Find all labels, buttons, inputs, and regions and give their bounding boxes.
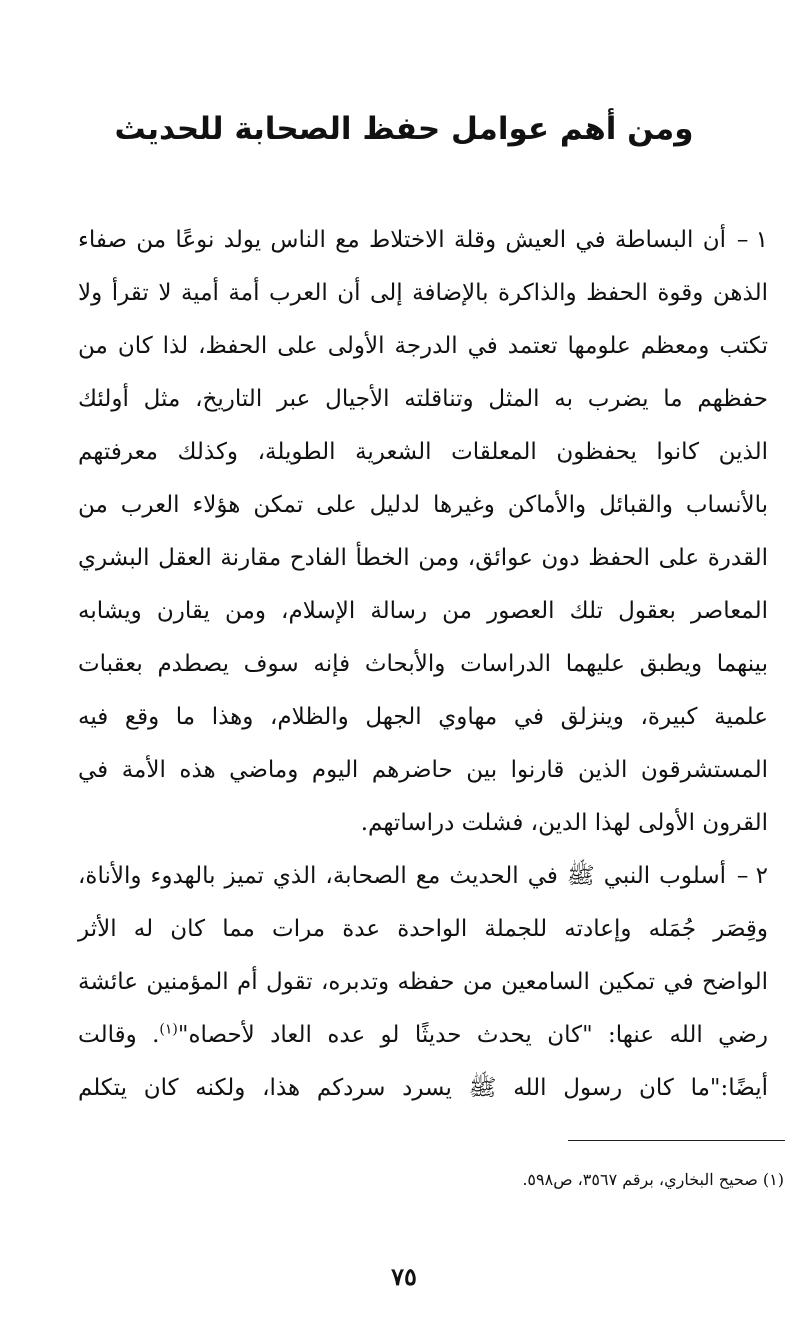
text-line-content: أن البساطة في العيش وقلة الاختلاط مع الناس يولد نوعًا من صفاء: [78, 227, 726, 253]
text-line: المعاصر بعقول تلك العصور من رسالة الإسلام، ومن يقارن ويشابه: [78, 598, 768, 624]
text-continuation: . وقالت: [78, 1022, 160, 1048]
text-line: أيضًا:"ما كان رسول الله ﷺ يسرد سردكم هذا، ولكنه كان يتكلم: [78, 1075, 768, 1101]
text-line: تكتب ومعظم علومها تعتمد في الدرجة الأولى على الحفظ، لذا كان من: [78, 333, 768, 359]
footnote-reference[interactable]: (١): [159, 1021, 178, 1038]
footnote-separator: [568, 1140, 785, 1141]
page-title: ومن أهم عوامل حفظ الصحابة للحديث: [114, 111, 694, 147]
text-line: الذين كانوا يحفظون المعلقات الشعرية الطويلة، وكذلك معرفتهم: [78, 439, 768, 465]
text-line: [78, 1009, 768, 1062]
item-number: ١ –: [736, 227, 768, 253]
text-line: [78, 850, 768, 903]
text-line: حفظهم ما يضرب به المثل وتناقلته الأجيال عبر التاريخ، مثل أولئك: [78, 386, 768, 412]
text-line: علمية كبيرة، وينزلق في مهاوي الجهل والظلام، وهذا ما وقع فيه: [78, 704, 768, 730]
text-line: وقِصَر جُمَله وإعادته للجملة الواحدة عدة مرات مما كان له الأثر: [78, 916, 768, 942]
text-line: القدرة على الحفظ دون عوائق، ومن الخطأ الفادح مقارنة العقل البشري: [78, 545, 768, 571]
text-line: الواضح في تمكين السامعين من حفظه وتدبره، تقول أم المؤمنين عائشة: [78, 969, 768, 995]
item-number: ٢ –: [736, 863, 768, 889]
text-line: [78, 214, 768, 267]
text-line: القرون الأولى لهذا الدين، فشلت دراساتهم.: [360, 810, 768, 836]
page-number: ٧٥: [391, 1262, 417, 1291]
text-line-content: أسلوب النبي ﷺ في الحديث مع الصحابة، الذي تميز بالهدوء والأناة،: [78, 863, 726, 889]
quote-text: رضي الله عنها: "كان يحدث حديثًا لو عده العاد لأحصاه": [177, 1022, 768, 1048]
text-line: بينهما ويطبق عليهما الدراسات والأبحاث فإنه سوف يصطدم بعقبات: [78, 651, 768, 677]
text-line: المستشرقون الذين قارنوا بين حاضرهم اليوم وماضي هذه الأمة في: [78, 757, 768, 783]
footnote: (١) صحيح البخاري، برقم ٣٥٦٧، ص٥٩٨.: [522, 1170, 784, 1189]
body-text: [78, 214, 768, 1115]
text-line: الذهن وقوة الحفظ والذاكرة بالإضافة إلى أن العرب أمة أمية لا تقرأ ولا: [78, 280, 768, 306]
text-line: بالأنساب والقبائل والأماكن وغيرها لدليل على تمكن هؤلاء العرب من: [78, 492, 768, 518]
